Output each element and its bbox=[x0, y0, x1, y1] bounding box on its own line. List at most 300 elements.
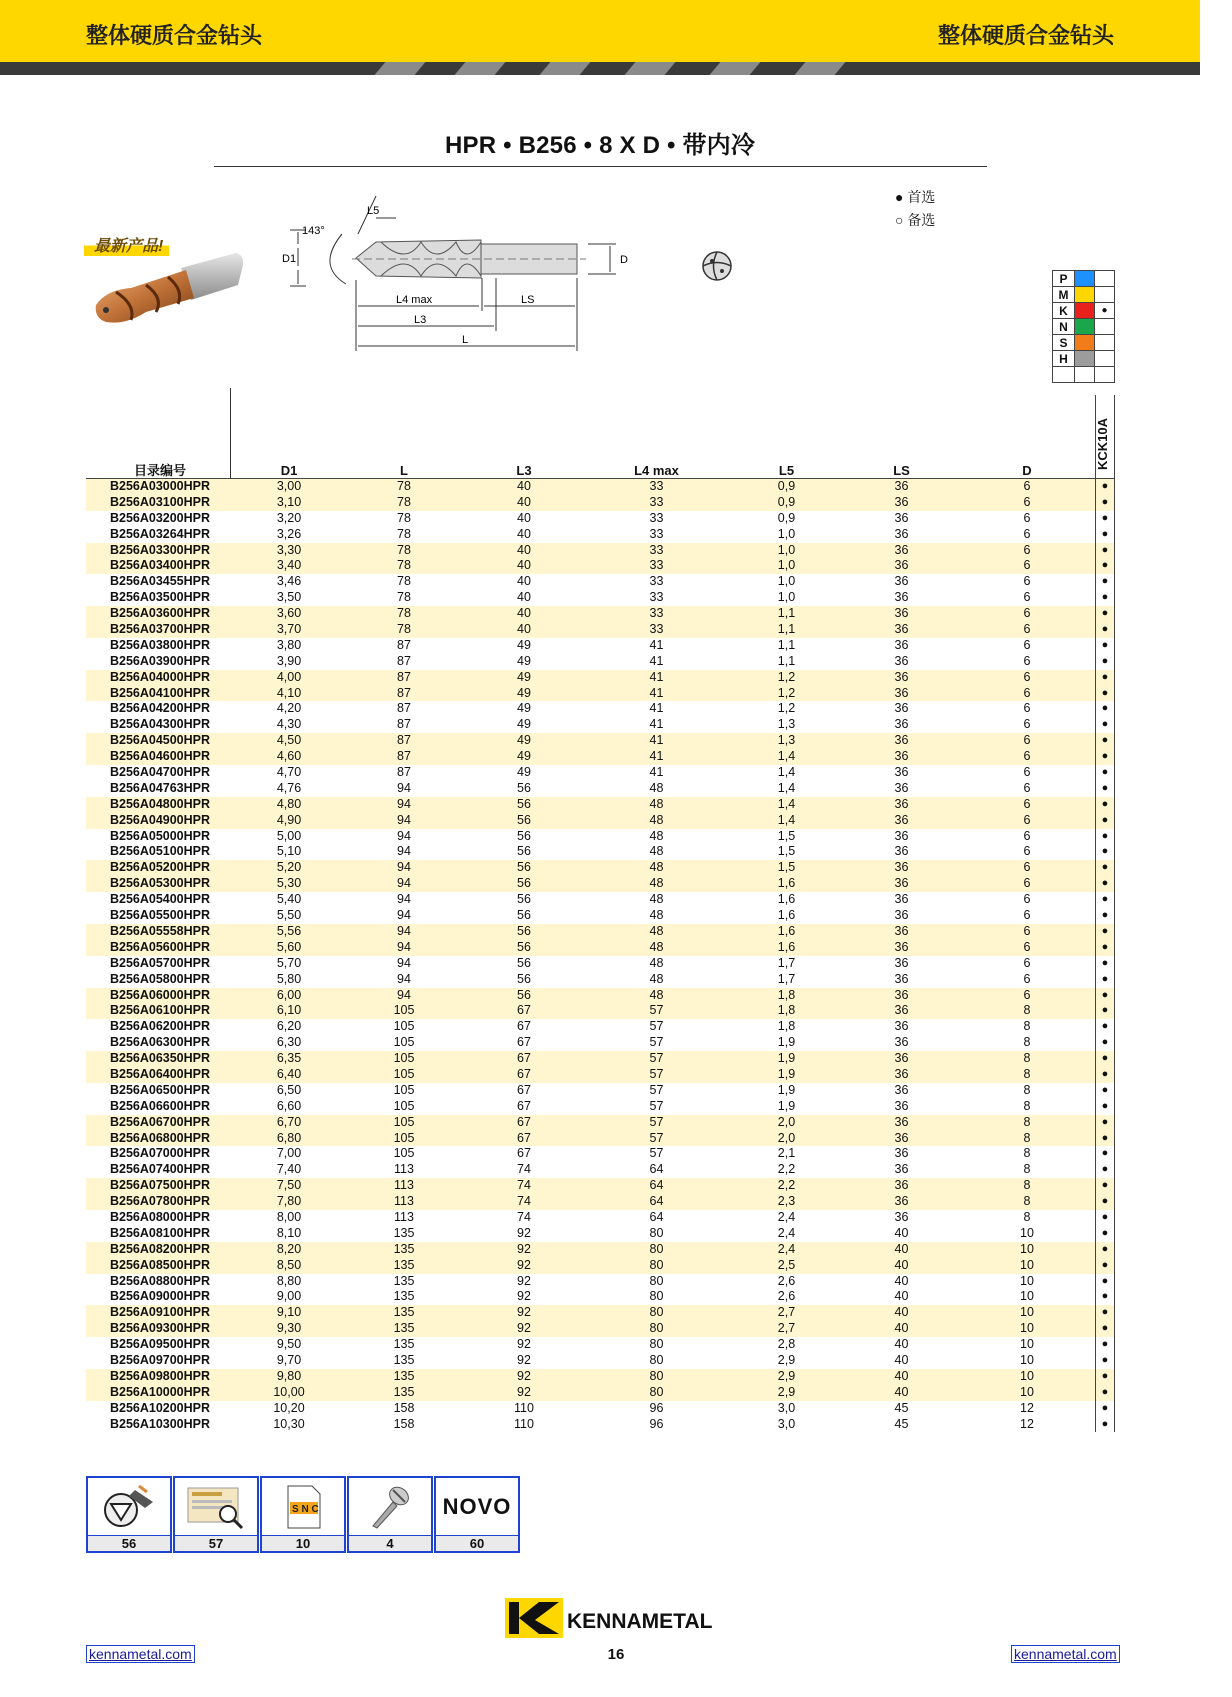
table-cell: 6 bbox=[1023, 780, 1031, 795]
table-row bbox=[86, 670, 1115, 686]
table-cell: 1,6 bbox=[777, 939, 796, 954]
table-cell: 78 bbox=[397, 542, 411, 557]
catalog-number-cell: B256A04000HPR bbox=[109, 669, 211, 684]
catalog-number-cell: B256A10200HPR bbox=[109, 1400, 211, 1415]
material-mark bbox=[1095, 319, 1115, 335]
table-cell: 2,1 bbox=[777, 1146, 796, 1161]
footer-link-right[interactable]: kennametal.com bbox=[1011, 1645, 1120, 1663]
table-cell: 6 bbox=[1023, 590, 1031, 605]
table-cell: 40 bbox=[517, 510, 531, 525]
table-cell: 1,0 bbox=[777, 574, 796, 589]
table-cell: 1,2 bbox=[777, 669, 796, 684]
table-cell: ● bbox=[1095, 829, 1115, 845]
table-cell: 56 bbox=[517, 939, 531, 954]
catalog-number-cell: B256A07400HPR bbox=[109, 1162, 211, 1177]
table-cell: 36 bbox=[894, 1051, 909, 1066]
table-cell: 74 bbox=[517, 1194, 531, 1209]
table-cell: 40 bbox=[894, 1337, 909, 1352]
table-cell: 48 bbox=[649, 908, 664, 923]
table-cell: 36 bbox=[894, 669, 909, 684]
catalog-number-cell: B256A03300HPR bbox=[109, 542, 211, 557]
table-cell: 8 bbox=[1023, 1194, 1031, 1209]
table-cell: 6,40 bbox=[276, 1066, 302, 1081]
table-cell: 1,4 bbox=[777, 796, 796, 811]
table-cell: 78 bbox=[397, 590, 411, 605]
catalog-number-cell: B256A09300HPR bbox=[109, 1321, 211, 1336]
table-cell: 67 bbox=[517, 1019, 531, 1034]
table-cell: ● bbox=[1095, 749, 1115, 765]
table-cell: 5,20 bbox=[276, 860, 302, 875]
table-cell: 40 bbox=[517, 542, 531, 557]
table-cell: 1,4 bbox=[777, 812, 796, 827]
icon-page-57: 57 bbox=[175, 1535, 257, 1551]
table-row bbox=[86, 956, 1115, 972]
catalog-number-cell: B256A04700HPR bbox=[109, 765, 211, 780]
col-l: L bbox=[400, 463, 408, 478]
table-row bbox=[86, 1162, 1115, 1178]
table-cell: 1,8 bbox=[777, 987, 796, 1002]
table-cell: 3,80 bbox=[276, 637, 302, 652]
table-cell: 36 bbox=[894, 1019, 909, 1034]
material-row bbox=[1053, 335, 1115, 351]
table-cell: 6 bbox=[1023, 542, 1031, 557]
table-cell: 3,30 bbox=[276, 542, 302, 557]
table-cell: 94 bbox=[397, 844, 411, 859]
table-cell: ● bbox=[1095, 670, 1115, 686]
table-cell: 33 bbox=[649, 479, 664, 493]
catalog-number-cell: B256A06500HPR bbox=[109, 1082, 211, 1097]
table-cell: 3,0 bbox=[777, 1416, 796, 1431]
table-row bbox=[86, 892, 1115, 908]
table-cell: 56 bbox=[517, 971, 531, 986]
catalog-number-cell: B256A04200HPR bbox=[109, 701, 211, 716]
table-cell: 2,4 bbox=[777, 1225, 796, 1240]
table-cell: ● bbox=[1095, 1131, 1115, 1147]
catalog-number-cell: B256A06400HPR bbox=[109, 1066, 211, 1081]
table-cell: 8,80 bbox=[276, 1273, 302, 1288]
table-cell: ● bbox=[1095, 924, 1115, 940]
table-cell: 57 bbox=[649, 1146, 664, 1161]
table-cell: 6 bbox=[1023, 701, 1031, 716]
novo-icon: NOVO bbox=[442, 1493, 512, 1519]
table-cell: 49 bbox=[517, 717, 531, 732]
catalog-number-cell: B256A04500HPR bbox=[109, 733, 211, 748]
table-cell: ● bbox=[1095, 574, 1115, 590]
table-row bbox=[86, 1274, 1115, 1290]
footer-link-left[interactable]: kennametal.com bbox=[86, 1645, 195, 1663]
table-cell: 12 bbox=[1020, 1416, 1034, 1431]
svg-text:S N C: S N C bbox=[292, 1503, 319, 1515]
table-cell: 33 bbox=[649, 574, 664, 589]
table-cell: 56 bbox=[517, 780, 531, 795]
table-row bbox=[86, 829, 1115, 845]
catalog-number-cell: B256A07500HPR bbox=[109, 1178, 211, 1193]
table-cell: 2,8 bbox=[777, 1337, 796, 1352]
table-row bbox=[86, 558, 1115, 574]
application-data-link[interactable] bbox=[173, 1476, 259, 1553]
table-cell: 36 bbox=[894, 717, 909, 732]
table-cell: 6 bbox=[1023, 749, 1031, 764]
table-cell: 1,4 bbox=[777, 780, 796, 795]
table-cell: 36 bbox=[894, 876, 909, 891]
table-cell: 94 bbox=[397, 876, 411, 891]
catalog-number-cell: B256A09800HPR bbox=[109, 1368, 211, 1383]
table-cell: 48 bbox=[649, 860, 664, 875]
table-cell: ● bbox=[1095, 860, 1115, 876]
table-cell: 6 bbox=[1023, 860, 1031, 875]
table-cell: ● bbox=[1095, 495, 1115, 511]
table-cell: 92 bbox=[517, 1384, 531, 1399]
catalog-number-cell: B256A08000HPR bbox=[109, 1209, 211, 1224]
novo-link[interactable] bbox=[434, 1476, 520, 1553]
material-row bbox=[1053, 271, 1115, 287]
material-color-swatch bbox=[1075, 287, 1095, 303]
table-cell: 105 bbox=[393, 1114, 415, 1129]
table-cell: ● bbox=[1095, 1337, 1115, 1353]
table-cell: 6 bbox=[1023, 892, 1031, 907]
header-right-title: 整体硬质合金钻头 bbox=[937, 23, 1114, 48]
table-cell: 6 bbox=[1023, 765, 1031, 780]
table-cell: 87 bbox=[397, 765, 411, 780]
table-cell: 36 bbox=[894, 828, 909, 843]
table-cell: 94 bbox=[397, 812, 411, 827]
table-cell: 4,20 bbox=[276, 701, 302, 716]
table-cell: 8 bbox=[1023, 1035, 1031, 1050]
icon-page-60: 60 bbox=[436, 1535, 518, 1551]
catalog-number-cell: B256A03600HPR bbox=[109, 606, 211, 621]
table-cell: 40 bbox=[894, 1257, 909, 1272]
screw-link[interactable] bbox=[347, 1476, 433, 1553]
catalog-number-cell: B256A08500HPR bbox=[109, 1257, 211, 1272]
label-d1: D1 bbox=[282, 253, 297, 265]
table-cell: 94 bbox=[397, 939, 411, 954]
table-cell: 0,9 bbox=[777, 479, 796, 493]
table-cell: 36 bbox=[894, 590, 909, 605]
table-cell: 41 bbox=[649, 669, 664, 684]
table-cell: 33 bbox=[649, 510, 664, 525]
table-cell: 33 bbox=[649, 542, 664, 557]
table-row bbox=[86, 622, 1115, 638]
table-cell: 36 bbox=[894, 908, 909, 923]
table-cell: 0,9 bbox=[777, 494, 796, 509]
table-cell: ● bbox=[1095, 606, 1115, 622]
table-cell: 6 bbox=[1023, 796, 1031, 811]
table-row bbox=[86, 924, 1115, 940]
catalog-number-cell: B256A08800HPR bbox=[109, 1273, 211, 1288]
table-cell: 113 bbox=[394, 1178, 414, 1193]
table-cell: 2,7 bbox=[777, 1305, 796, 1320]
table-cell: 2,2 bbox=[777, 1162, 796, 1177]
table-cell: 10 bbox=[1020, 1337, 1034, 1352]
table-cell: 36 bbox=[894, 923, 909, 938]
table-cell: 57 bbox=[649, 1003, 664, 1018]
table-cell: 78 bbox=[397, 574, 411, 589]
table-cell: ● bbox=[1095, 1019, 1115, 1035]
table-cell: 8 bbox=[1023, 1178, 1031, 1193]
table-cell: 94 bbox=[397, 908, 411, 923]
table-cell: 1,2 bbox=[777, 701, 796, 716]
table-cell: 12 bbox=[1020, 1400, 1034, 1415]
table-cell: 2,0 bbox=[777, 1130, 796, 1145]
table-row bbox=[86, 1019, 1115, 1035]
catalog-number-cell: B256A03900HPR bbox=[109, 653, 211, 668]
catalog-number-cell: B256A09100HPR bbox=[109, 1305, 211, 1320]
table-cell: 113 bbox=[394, 1209, 414, 1224]
table-cell: 92 bbox=[517, 1321, 531, 1336]
table-cell: 1,5 bbox=[777, 844, 796, 859]
catalog-number-cell: B256A03400HPR bbox=[109, 558, 211, 573]
table-row bbox=[86, 638, 1115, 654]
table-cell: 94 bbox=[397, 923, 411, 938]
table-cell: 6 bbox=[1023, 733, 1031, 748]
table-cell: 9,00 bbox=[276, 1289, 302, 1304]
table-cell: 2,9 bbox=[777, 1352, 796, 1367]
table-row bbox=[86, 813, 1115, 829]
material-table bbox=[1052, 270, 1115, 383]
table-cell: 1,9 bbox=[777, 1082, 796, 1097]
table-row bbox=[86, 908, 1115, 924]
table-row bbox=[86, 1067, 1115, 1083]
table-cell: 94 bbox=[397, 780, 411, 795]
table-cell: ● bbox=[1095, 1242, 1115, 1258]
table-cell: ● bbox=[1095, 1305, 1115, 1321]
table-cell: 64 bbox=[649, 1178, 664, 1193]
col-d1: D1 bbox=[280, 463, 298, 478]
table-row bbox=[86, 1210, 1115, 1226]
table-cell: 36 bbox=[894, 844, 909, 859]
cutting-insert-link[interactable] bbox=[86, 1476, 172, 1553]
table-row bbox=[86, 1321, 1115, 1337]
table-cell: 40 bbox=[517, 526, 531, 541]
table-cell: 56 bbox=[517, 923, 531, 938]
table-cell: ● bbox=[1095, 717, 1115, 733]
table-cell: 1,7 bbox=[777, 971, 796, 986]
table-cell: ● bbox=[1095, 1162, 1115, 1178]
table-cell: 94 bbox=[397, 860, 411, 875]
table-cell: 87 bbox=[397, 637, 411, 652]
catalog-number-cell: B256A05558HPR bbox=[109, 923, 211, 938]
table-row bbox=[86, 972, 1115, 988]
table-cell: 8 bbox=[1023, 1162, 1031, 1177]
catalog-number-cell: B256A06100HPR bbox=[109, 1003, 211, 1018]
icon-page-56: 56 bbox=[88, 1535, 170, 1551]
table-cell: 10,00 bbox=[273, 1384, 305, 1399]
table-cell: ● bbox=[1095, 701, 1115, 717]
table-cell: 36 bbox=[894, 510, 909, 525]
col-d: D bbox=[1022, 463, 1032, 478]
table-cell: 57 bbox=[649, 1066, 664, 1081]
table-row bbox=[86, 1385, 1115, 1401]
kennametal-logo bbox=[505, 1598, 713, 1638]
table-cell: 40 bbox=[894, 1305, 909, 1320]
table-cell: 94 bbox=[397, 971, 411, 986]
table-cell: 48 bbox=[649, 939, 664, 954]
table-cell: 48 bbox=[649, 971, 664, 986]
table-cell: 36 bbox=[894, 1130, 909, 1145]
catalog-number-cell: B256A09500HPR bbox=[109, 1337, 211, 1352]
table-cell: 36 bbox=[894, 1082, 909, 1097]
table-cell: 8 bbox=[1023, 1114, 1031, 1129]
table-cell: 40 bbox=[894, 1273, 909, 1288]
table-cell: 74 bbox=[517, 1178, 531, 1193]
table-cell: 87 bbox=[397, 653, 411, 668]
table-cell: 110 bbox=[514, 1400, 534, 1415]
table-cell: 64 bbox=[649, 1194, 664, 1209]
table-cell: 10 bbox=[1020, 1289, 1034, 1304]
table-cell: 92 bbox=[517, 1225, 531, 1240]
table-cell: 36 bbox=[894, 494, 909, 509]
table-cell: 3,0 bbox=[777, 1400, 796, 1415]
table-cell: 78 bbox=[397, 606, 411, 621]
catalog-number-cell: B256A03100HPR bbox=[109, 494, 211, 509]
catalog-number-cell: B256A09000HPR bbox=[109, 1289, 211, 1304]
table-cell: 6 bbox=[1023, 955, 1031, 970]
table-cell: 40 bbox=[894, 1225, 909, 1240]
table-cell: 113 bbox=[394, 1162, 414, 1177]
table-cell: 67 bbox=[517, 1082, 531, 1097]
table-cell: 57 bbox=[649, 1035, 664, 1050]
table-cell: 7,80 bbox=[276, 1194, 302, 1209]
table-cell: 4,60 bbox=[276, 749, 302, 764]
table-cell: 33 bbox=[649, 590, 664, 605]
table-cell: 80 bbox=[649, 1241, 664, 1256]
table-cell: 4,10 bbox=[276, 685, 302, 700]
page-number: 16 bbox=[607, 1646, 625, 1663]
table-cell: ● bbox=[1095, 1003, 1115, 1019]
table-cell: ● bbox=[1095, 1385, 1115, 1401]
table-cell: 135 bbox=[393, 1305, 415, 1320]
table-cell: ● bbox=[1095, 1289, 1115, 1305]
table-cell: ● bbox=[1095, 527, 1115, 543]
table-cell: 40 bbox=[894, 1321, 909, 1336]
table-cell: ● bbox=[1095, 638, 1115, 654]
table-cell: 49 bbox=[517, 733, 531, 748]
table-cell: 6 bbox=[1023, 939, 1031, 954]
table-cell: 80 bbox=[649, 1257, 664, 1272]
table-cell: 40 bbox=[894, 1384, 909, 1399]
table-cell: 94 bbox=[397, 892, 411, 907]
table-cell: 80 bbox=[649, 1225, 664, 1240]
table-cell: 48 bbox=[649, 780, 664, 795]
table-cell: ● bbox=[1095, 686, 1115, 702]
material-row bbox=[1053, 319, 1115, 335]
table-cell: 2,4 bbox=[777, 1209, 796, 1224]
table-cell: 57 bbox=[649, 1019, 664, 1034]
table-cell: ● bbox=[1095, 479, 1115, 495]
catalog-number-cell: B256A04100HPR bbox=[109, 685, 211, 700]
table-cell: 94 bbox=[397, 828, 411, 843]
table-cell: 36 bbox=[894, 1035, 909, 1050]
table-cell: ● bbox=[1095, 1146, 1115, 1162]
table-cell: 10 bbox=[1020, 1305, 1034, 1320]
table-cell: 135 bbox=[393, 1352, 415, 1367]
label-l5: L5 bbox=[367, 205, 380, 217]
table-cell: 105 bbox=[393, 1066, 415, 1081]
col-ls: LS bbox=[893, 463, 910, 478]
table-cell: 3,10 bbox=[276, 494, 302, 509]
table-cell: 8,50 bbox=[276, 1257, 302, 1272]
table-cell: 1,9 bbox=[777, 1066, 796, 1081]
table-cell: 6,20 bbox=[276, 1019, 302, 1034]
snc-file-link[interactable] bbox=[260, 1476, 346, 1553]
table-cell: 6,10 bbox=[276, 1003, 302, 1018]
catalog-number-cell: B256A06300HPR bbox=[109, 1035, 211, 1050]
table-row bbox=[86, 844, 1115, 860]
table-cell: 36 bbox=[894, 1066, 909, 1081]
table-cell: 33 bbox=[649, 526, 664, 541]
table-cell: 94 bbox=[397, 987, 411, 1002]
table-cell: 110 bbox=[514, 1416, 534, 1431]
table-cell: 36 bbox=[894, 812, 909, 827]
material-mark: ● bbox=[1095, 303, 1115, 319]
table-row bbox=[86, 1258, 1115, 1274]
table-cell: 2,5 bbox=[777, 1257, 796, 1272]
material-color-swatch bbox=[1075, 351, 1095, 367]
table-row bbox=[86, 1083, 1115, 1099]
table-cell: 1,6 bbox=[777, 876, 796, 891]
table-cell: 4,30 bbox=[276, 717, 302, 732]
table-row bbox=[86, 479, 1115, 495]
table-cell: 40 bbox=[894, 1352, 909, 1367]
table-cell: 1,5 bbox=[777, 828, 796, 843]
table-cell: 49 bbox=[517, 749, 531, 764]
table-cell: 41 bbox=[649, 765, 664, 780]
table-cell: 6 bbox=[1023, 526, 1031, 541]
table-cell: 33 bbox=[649, 606, 664, 621]
table-cell: 8 bbox=[1023, 1019, 1031, 1034]
table-cell: 6 bbox=[1023, 828, 1031, 843]
table-cell: 4,76 bbox=[276, 780, 302, 795]
table-cell: 36 bbox=[894, 606, 909, 621]
catalog-number-cell: B256A05000HPR bbox=[109, 828, 211, 843]
catalog-number-cell: B256A07000HPR bbox=[109, 1146, 211, 1161]
table-cell: 6 bbox=[1023, 479, 1031, 493]
table-cell: 8 bbox=[1023, 1051, 1031, 1066]
material-letter: M bbox=[1053, 287, 1075, 303]
catalog-number-cell: B256A05200HPR bbox=[109, 860, 211, 875]
material-letter: N bbox=[1053, 319, 1075, 335]
table-row bbox=[86, 511, 1115, 527]
catalog-number-cell: B256A03200HPR bbox=[109, 510, 211, 525]
table-cell: 48 bbox=[649, 876, 664, 891]
cutting-insert-icon bbox=[99, 1482, 159, 1532]
table-cell: 1,3 bbox=[777, 717, 796, 732]
table-cell: 135 bbox=[393, 1257, 415, 1272]
table-cell: 56 bbox=[517, 892, 531, 907]
catalog-number-cell: B256A09700HPR bbox=[109, 1352, 211, 1367]
table-cell: ● bbox=[1095, 733, 1115, 749]
legend-preferred: ● 首选 bbox=[895, 189, 936, 205]
table-cell: 57 bbox=[649, 1082, 664, 1097]
table-cell: 80 bbox=[649, 1384, 664, 1399]
table-row bbox=[86, 1305, 1115, 1321]
table-cell: ● bbox=[1095, 1258, 1115, 1274]
table-cell: ● bbox=[1095, 988, 1115, 1004]
table-cell: 94 bbox=[397, 955, 411, 970]
table-cell: 40 bbox=[894, 1289, 909, 1304]
table-cell: 5,80 bbox=[276, 971, 302, 986]
table-cell: 105 bbox=[393, 1035, 415, 1050]
table-row bbox=[86, 606, 1115, 622]
table-cell: 4,50 bbox=[276, 733, 302, 748]
table-cell: 7,40 bbox=[276, 1162, 302, 1177]
table-cell: 10 bbox=[1020, 1257, 1034, 1272]
table-cell: 40 bbox=[894, 1241, 909, 1256]
table-cell: 105 bbox=[393, 1146, 415, 1161]
table-cell: 4,80 bbox=[276, 796, 302, 811]
title-divider bbox=[214, 166, 987, 167]
table-cell: 105 bbox=[393, 1082, 415, 1097]
